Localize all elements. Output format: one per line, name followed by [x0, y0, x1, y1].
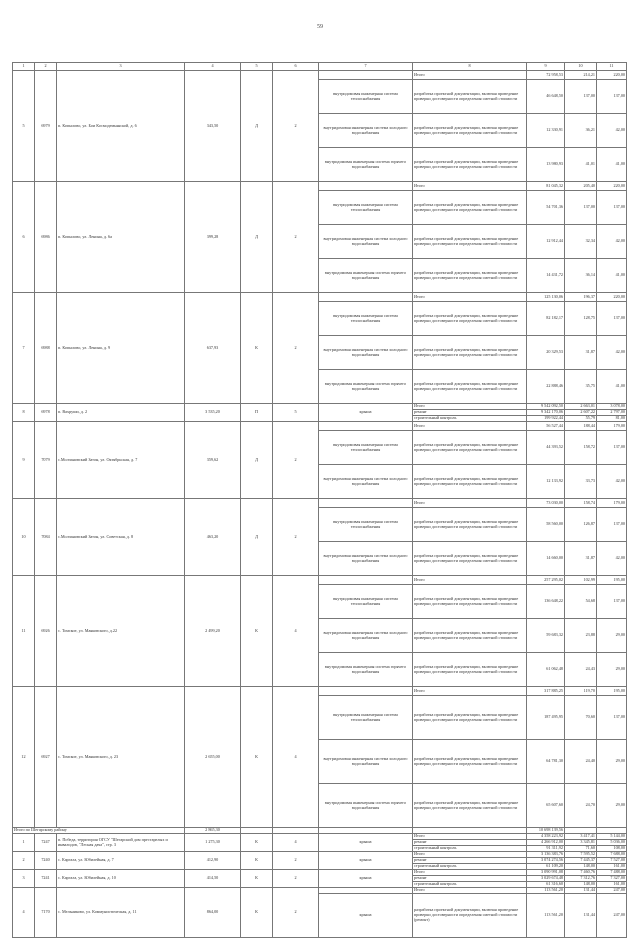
column-number: 7 [319, 63, 413, 71]
table-cell: 29,00 [597, 653, 627, 687]
table-cell: 31,87 [565, 542, 597, 576]
table-cell: внутридомовая инженерная система теплоснабжения [319, 302, 413, 336]
table-cell: 6988 [35, 293, 57, 404]
table-cell: 3 [13, 870, 35, 888]
table-cell: Итого [413, 687, 527, 696]
table-cell: 81,00 [597, 416, 627, 422]
table-cell: 31,87 [565, 336, 597, 370]
table-cell: разработка проектной документации, включая проведение проверки достоверности определения сметной стоимости [413, 508, 527, 542]
table-cell: разработка проектной документации, включая проведение проверки достоверности определения сметной стоимости [413, 619, 527, 653]
table-cell: 11 [13, 576, 35, 687]
table-cell: 55,79 [565, 416, 597, 422]
table-cell: 54,68 [565, 585, 597, 619]
table-cell: К [241, 834, 273, 852]
table-cell: 158,72 [565, 431, 597, 465]
table-cell: Итого по Шегарскому району [13, 828, 185, 834]
table-cell: 136 648,22 [527, 585, 565, 619]
table-row [13, 71, 627, 80]
column-number-row [13, 63, 627, 71]
table-cell: 247,00 [597, 894, 627, 938]
table-cell: внутридомовая инженерная система теплоснабжения [319, 191, 413, 225]
table-cell: 1 [13, 834, 35, 852]
table-cell: К [241, 576, 273, 687]
table-cell: 61 062,48 [527, 653, 565, 687]
table-cell: 126,87 [565, 508, 597, 542]
table-cell: 72 958,53 [527, 71, 565, 80]
table-cell: 137,00 [597, 585, 627, 619]
table-cell: 137,00 [565, 80, 597, 114]
table-cell: 10 [13, 499, 35, 576]
table-cell: разработка проектной документации, включая проведение проверки достоверности определения сметной стоимости [413, 653, 527, 687]
table-cell: 343,50 [185, 71, 241, 182]
table-cell: п. Копылово, ул. Ленина, д. 9 [57, 293, 185, 404]
table-cell: разработка проектной документации, включая проведение проверки достоверности определения сметной стоимости [413, 191, 527, 225]
table-cell: 9 [13, 422, 35, 499]
column-number: 8 [413, 63, 527, 71]
table-cell: внутридомовая инженерная система теплоснабжения [319, 80, 413, 114]
table-cell: 137,00 [597, 302, 627, 336]
table-cell: разработка проектной документации, включая проведение проверки достоверности определения сметной стоимости [413, 585, 527, 619]
table-cell: 41,01 [565, 148, 597, 182]
table-cell: 4 266 912,00 [527, 840, 565, 846]
table-cell: 195,00 [597, 687, 627, 696]
table-cell: 2 797,00 [597, 410, 627, 416]
table-cell [319, 182, 413, 191]
table-cell: 125 130,06 [527, 293, 565, 302]
column-number: 4 [185, 63, 241, 71]
table-cell: 14 660,00 [527, 542, 565, 576]
table-cell: 412,90 [185, 852, 241, 870]
table-row [13, 499, 627, 508]
table-cell: внутридомовая инженерная система теплоснабжения [319, 696, 413, 740]
table-cell: 7 688,00 [597, 852, 627, 858]
table-cell: 71,60 [565, 846, 597, 852]
table-cell [319, 422, 413, 431]
table-cell: 7 595,52 [565, 852, 597, 858]
table-row [13, 182, 627, 191]
table-cell: 7079 [35, 422, 57, 499]
capital-repair-table [12, 62, 627, 938]
table-cell: 81 045,32 [527, 182, 565, 191]
table-cell: 7247 [35, 834, 57, 852]
table-cell: с. Томское, ул. Маяковского, д.22 [57, 576, 185, 687]
table-row [13, 576, 627, 585]
table-cell: 179,00 [597, 422, 627, 431]
table-cell: 41,00 [597, 259, 627, 293]
table-cell: строительный контроль [413, 882, 527, 888]
table-cell: внутридомовая инженерная система теплоснабжения [319, 585, 413, 619]
table-cell: разработка проектной документации, включая проведение проверки достоверности определения сметной стоимости [413, 302, 527, 336]
table-cell: 102,99 [565, 576, 597, 585]
table-cell: 56 527,44 [527, 422, 565, 431]
table-cell: 399,28 [185, 182, 241, 293]
table-cell: внутридомовая инженерная система холодного водоснабжения [319, 542, 413, 576]
table-cell: крыша [319, 870, 413, 888]
table-cell: 7 312,76 [565, 876, 597, 882]
table-cell: 137,00 [597, 696, 627, 740]
table-cell: ремонт [413, 410, 527, 416]
table-cell: 23,88 [565, 619, 597, 653]
table-cell: 33,73 [565, 465, 597, 499]
table-cell: 29,00 [597, 784, 627, 828]
table-cell: 2 655,00 [185, 687, 241, 828]
table-cell: 131,44 [565, 888, 597, 894]
column-number: 1 [13, 63, 35, 71]
table-cell: 6 [13, 182, 35, 293]
table-cell: 36,21 [565, 114, 597, 148]
table-cell: внутридомовая инженерная система холодного водоснабжения [319, 114, 413, 148]
table-cell: 9 542 092,50 [527, 404, 565, 410]
column-number: 11 [597, 63, 627, 71]
table-cell: с. Каргала, ул. Юбилейная, д. 10 [57, 870, 185, 888]
table-cell: внутридомовая инженерная система горячего водоснабжения [319, 259, 413, 293]
table-cell: Итого [413, 422, 527, 431]
table-cell: 3 074 274,56 [527, 858, 565, 864]
column-number: 3 [57, 63, 185, 71]
table-cell: ремонт [413, 840, 527, 846]
table-cell: 864,00 [185, 888, 241, 938]
table-cell: Итого [413, 71, 527, 80]
table-cell: 41,00 [597, 370, 627, 404]
table-cell: 7241 [35, 870, 57, 888]
table-cell: 2 865,30 [185, 828, 241, 834]
table-cell: К [241, 870, 273, 888]
table-cell: крыша [319, 834, 413, 852]
table-cell: 131,44 [565, 894, 597, 938]
table-cell: с.Молчановский Затон, ул. Октябрьская, д. 7 [57, 422, 185, 499]
table-cell: 8 [13, 404, 35, 422]
table-cell: 2 [273, 499, 319, 576]
table-cell: внутридомовая инженерная система холодного водоснабжения [319, 225, 413, 259]
table-cell: 148,00 [565, 882, 597, 888]
table-cell: К [241, 852, 273, 870]
table-cell: 119,70 [565, 687, 597, 696]
table-cell: внутридомовая инженерная система горячего водоснабжения [319, 653, 413, 687]
table-cell: 317 885,25 [527, 687, 565, 696]
table-cell: с. Томское, ул. Маяковского, д. 23 [57, 687, 185, 828]
table-cell: разработка проектной документации, включая проведение проверки достоверности определения сметной стоимости [413, 784, 527, 828]
table-cell: 24,40 [565, 740, 597, 784]
table-cell: 199 922,44 [527, 416, 565, 422]
table-cell: 1 275,30 [185, 834, 241, 852]
table-cell: с. Мельниково, ул. Коммунистическая, д. 11 [57, 888, 185, 938]
table-cell: 220,00 [597, 293, 627, 302]
table-cell: с. Каргала, ул. Юбилейная, д. 7 [57, 852, 185, 870]
table-cell: 46 648,50 [527, 80, 565, 114]
table-cell: 7170 [35, 888, 57, 938]
table-cell: 158,74 [565, 499, 597, 508]
table-cell: разработка проектной документации, включая проведение проверки достоверности определения сметной стоимости [413, 225, 527, 259]
table-cell: п. Победа, территория ОГСУ "Шегарский дом престарелых и инвалидов, "Лесная дача", стр. 3 [57, 834, 185, 852]
table-cell: 7 [13, 293, 35, 404]
table-cell: Итого [413, 404, 527, 410]
table-cell: Итого [413, 888, 527, 894]
table-cell: 42,00 [597, 542, 627, 576]
table-cell: 91 311,92 [527, 846, 565, 852]
table-cell: 42,00 [597, 225, 627, 259]
table-cell: 137,00 [597, 431, 627, 465]
table-cell: 3 029 674,48 [527, 876, 565, 882]
table-cell: К [241, 293, 273, 404]
table-cell: 113 561,20 [527, 894, 565, 938]
table-cell: 5 144,00 [597, 834, 627, 840]
table-cell: 36,14 [565, 259, 597, 293]
table-cell: разработка проектной документации, включая проведение проверки достоверности определения сметной стоимости [413, 114, 527, 148]
table-cell: 3 535,20 [185, 404, 241, 422]
table-cell: 58 560,00 [527, 508, 565, 542]
table-cell: п. Копылово, ул. Бои Космодемьянской, д. 6 [57, 71, 185, 182]
table-cell: 2 [273, 888, 319, 938]
table-cell: 7 527,00 [597, 858, 627, 864]
table-cell: Итого [413, 182, 527, 191]
table-cell: 137,00 [597, 191, 627, 225]
table-cell: 42,00 [597, 114, 627, 148]
table-cell: 22 888,46 [527, 370, 565, 404]
table-cell: разработка проектной документации, включая проведение проверки достоверности определения сметной стоимости [413, 740, 527, 784]
table-cell: 20 329,53 [527, 336, 565, 370]
table-cell: Д [241, 182, 273, 293]
table-cell: крыша [319, 852, 413, 870]
table-cell: внутридомовая инженерная система холодного водоснабжения [319, 740, 413, 784]
page-number: 59 [317, 24, 323, 30]
table-cell: Д [241, 71, 273, 182]
table-cell: 73 030,00 [527, 499, 565, 508]
table-cell: с.Молчановский Затон, ул. Советская, д. 8 [57, 499, 185, 576]
table-cell: крыша [319, 404, 413, 422]
table-cell: 6927 [35, 687, 57, 828]
table-cell: внутридомовая инженерная система холодного водоснабжения [319, 619, 413, 653]
table-cell: 4 [273, 687, 319, 828]
table-cell: 161,00 [597, 882, 627, 888]
table-cell: 359,62 [185, 422, 241, 499]
table-cell: 61 316,60 [527, 882, 565, 888]
table-cell: внутридомовая инженерная система горячего водоснабжения [319, 148, 413, 182]
table-cell: 82 182,17 [527, 302, 565, 336]
table-cell: 137,00 [565, 191, 597, 225]
table-cell: 65 607,60 [527, 784, 565, 828]
table-cell: крыша [319, 894, 413, 938]
table-cell: Итого [413, 576, 527, 585]
table-cell: 7240 [35, 852, 57, 870]
table-cell: 137,00 [597, 80, 627, 114]
table-cell: 12 [13, 687, 35, 828]
table-cell: 4 [13, 888, 35, 938]
table-cell: 220,00 [597, 71, 627, 80]
table-cell [319, 687, 413, 696]
table-cell: 24,43 [565, 653, 597, 687]
table-cell: 29,00 [597, 619, 627, 653]
table-cell: 13 980,93 [527, 148, 565, 182]
table-cell: 137,00 [597, 508, 627, 542]
table-cell: 12 912,44 [527, 225, 565, 259]
table-cell: Итого [413, 293, 527, 302]
table-cell: 42,00 [597, 465, 627, 499]
table-cell: 7 460,76 [565, 870, 597, 876]
table-cell: 7 327,00 [597, 876, 627, 882]
table-cell: строительный контроль [413, 864, 527, 870]
table-cell: 7 445,37 [565, 858, 597, 864]
table-cell: 12 330,91 [527, 114, 565, 148]
table-cell: 2 [273, 71, 319, 182]
table-cell: разработка проектной документации, включая проведение проверки достоверности определения сметной стоимости (ремонт) [413, 894, 527, 938]
table-body [13, 71, 627, 938]
table-cell: п. Копылово, ул. Ленина, д. 6а [57, 182, 185, 293]
table-cell: 113 561,20 [527, 888, 565, 894]
table-cell: 6979 [35, 71, 57, 182]
table-cell: 205,40 [565, 182, 597, 191]
table-cell [319, 499, 413, 508]
table-cell: К [241, 687, 273, 828]
table-cell: разработка проектной документации, включая проведение проверки достоверности определения сметной стоимости [413, 80, 527, 114]
table-cell: 2 607,22 [565, 410, 597, 416]
table-cell: разработка проектной документации, включая проведение проверки достоверности определения сметной стоимости [413, 542, 527, 576]
table-cell: 6986 [35, 182, 57, 293]
table-cell: Д [241, 499, 273, 576]
table-cell: 214,21 [565, 71, 597, 80]
table-row [13, 687, 627, 696]
table-cell: разработка проектной документации, включая проведение проверки достоверности определения сметной стоимости [413, 336, 527, 370]
table-cell: 42,00 [597, 336, 627, 370]
table-cell: 35,75 [565, 370, 597, 404]
table-cell: 54 701,36 [527, 191, 565, 225]
table-cell: 637,93 [185, 293, 241, 404]
table-cell: внутридомовая инженерная система горячего водоснабжения [319, 784, 413, 828]
table-cell: 3 078,00 [597, 404, 627, 410]
table-cell: 64 781,30 [527, 740, 565, 784]
table-cell: 2 [13, 852, 35, 870]
table-cell: 4 358 223,92 [527, 834, 565, 840]
table-cell: 257 295,02 [527, 576, 565, 585]
table-cell: строительный контроль [413, 416, 527, 422]
table-cell: 4 [273, 576, 319, 687]
table-cell: 108,00 [597, 846, 627, 852]
table-cell: 3 417,41 [565, 834, 597, 840]
table-cell: 4 [273, 834, 319, 852]
table-cell: внутридомовая инженерная система холодного водоснабжения [319, 336, 413, 370]
table-cell [319, 71, 413, 80]
table-row [13, 293, 627, 302]
table-cell: 5 [273, 404, 319, 422]
column-number: 2 [35, 63, 57, 71]
table-cell: 24,70 [565, 784, 597, 828]
table-cell: разработка проектной документации, включая проведение проверки достоверности определения сметной стоимости [413, 431, 527, 465]
table-cell: внутридомовая инженерная система горячего водоснабжения [319, 370, 413, 404]
table-cell: 2 [273, 293, 319, 404]
table-cell: 7084 [35, 499, 57, 576]
table-cell: 5 036,00 [597, 840, 627, 846]
table-cell: 187 495,95 [527, 696, 565, 740]
table-cell: 195,00 [597, 576, 627, 585]
table-cell: 2 [273, 422, 319, 499]
table-cell: 2 499,20 [185, 576, 241, 687]
table-cell: 188,44 [565, 422, 597, 431]
column-number: 9 [527, 63, 565, 71]
table-cell: 161,00 [597, 864, 627, 870]
table-cell: 12 133,92 [527, 465, 565, 499]
table-cell: Итого [413, 870, 527, 876]
table-cell: п. Вахруши, д. 2 [57, 404, 185, 422]
table-cell: 463,20 [185, 499, 241, 576]
table-cell: Итого [413, 499, 527, 508]
table-cell: 196,37 [565, 293, 597, 302]
table-cell: 61 109,20 [527, 864, 565, 870]
table-cell: 14 431,72 [527, 259, 565, 293]
table-cell: разработка проектной документации, включая проведение проверки достоверности определения сметной стоимости [413, 696, 527, 740]
table-cell: 247,00 [597, 888, 627, 894]
table-cell: 5 [13, 71, 35, 182]
table-cell [319, 576, 413, 585]
table-row [13, 422, 627, 431]
table-cell: 179,00 [597, 499, 627, 508]
table-cell: 220,00 [597, 182, 627, 191]
table-cell: 44 393,52 [527, 431, 565, 465]
table-cell: 9 342 170,06 [527, 410, 565, 416]
table-cell: Д [241, 422, 273, 499]
table-cell: разработка проектной документации, включая проведение проверки достоверности определения сметной стоимости [413, 465, 527, 499]
table-cell: 128,75 [565, 302, 597, 336]
table-cell: 29,00 [597, 740, 627, 784]
table-cell: 414,50 [185, 870, 241, 888]
column-number: 6 [273, 63, 319, 71]
table-cell [319, 293, 413, 302]
table-cell: внутридомовая инженерная система теплоснабжения [319, 508, 413, 542]
table-cell: 7 488,00 [597, 870, 627, 876]
table-cell: 59 683,32 [527, 619, 565, 653]
column-number: 10 [565, 63, 597, 71]
table-cell: 41,00 [597, 148, 627, 182]
table-cell: 148,00 [565, 864, 597, 870]
table-cell: 10 698 139,56 [527, 828, 565, 834]
table-cell: внутридомовая инженерная система теплоснабжения [319, 431, 413, 465]
table-cell: П [241, 404, 273, 422]
table-cell: Итого [413, 834, 527, 840]
table-cell: 2 [273, 870, 319, 888]
table-cell: разработка проектной документации, включая проведение проверки достоверности определения сметной стоимости [413, 148, 527, 182]
table-cell: Итого [413, 852, 527, 858]
table-cell: 32,34 [565, 225, 597, 259]
table-cell: разработка проектной документации, включая проведение проверки достоверности определения сметной стоимости [413, 259, 527, 293]
table-cell: 2 [273, 852, 319, 870]
table-cell: 3 136 383,76 [527, 852, 565, 858]
table-cell: 70,60 [565, 696, 597, 740]
table-cell: 2 663,01 [565, 404, 597, 410]
table-cell: ремонт [413, 858, 527, 864]
table-cell: внутридомовая инженерная система холодного водоснабжения [319, 465, 413, 499]
table-cell: 3 090 991,08 [527, 870, 565, 876]
column-number: 5 [241, 63, 273, 71]
table-cell: К [241, 888, 273, 938]
table-cell: 6926 [35, 576, 57, 687]
table-cell: ремонт [413, 876, 527, 882]
table-cell: 6978 [35, 404, 57, 422]
table-cell: 3 345,81 [565, 840, 597, 846]
table-cell: 2 [273, 182, 319, 293]
table-cell: строительный контроль [413, 846, 527, 852]
table-cell: разработка проектной документации, включая проведение проверки достоверности определения сметной стоимости [413, 370, 527, 404]
